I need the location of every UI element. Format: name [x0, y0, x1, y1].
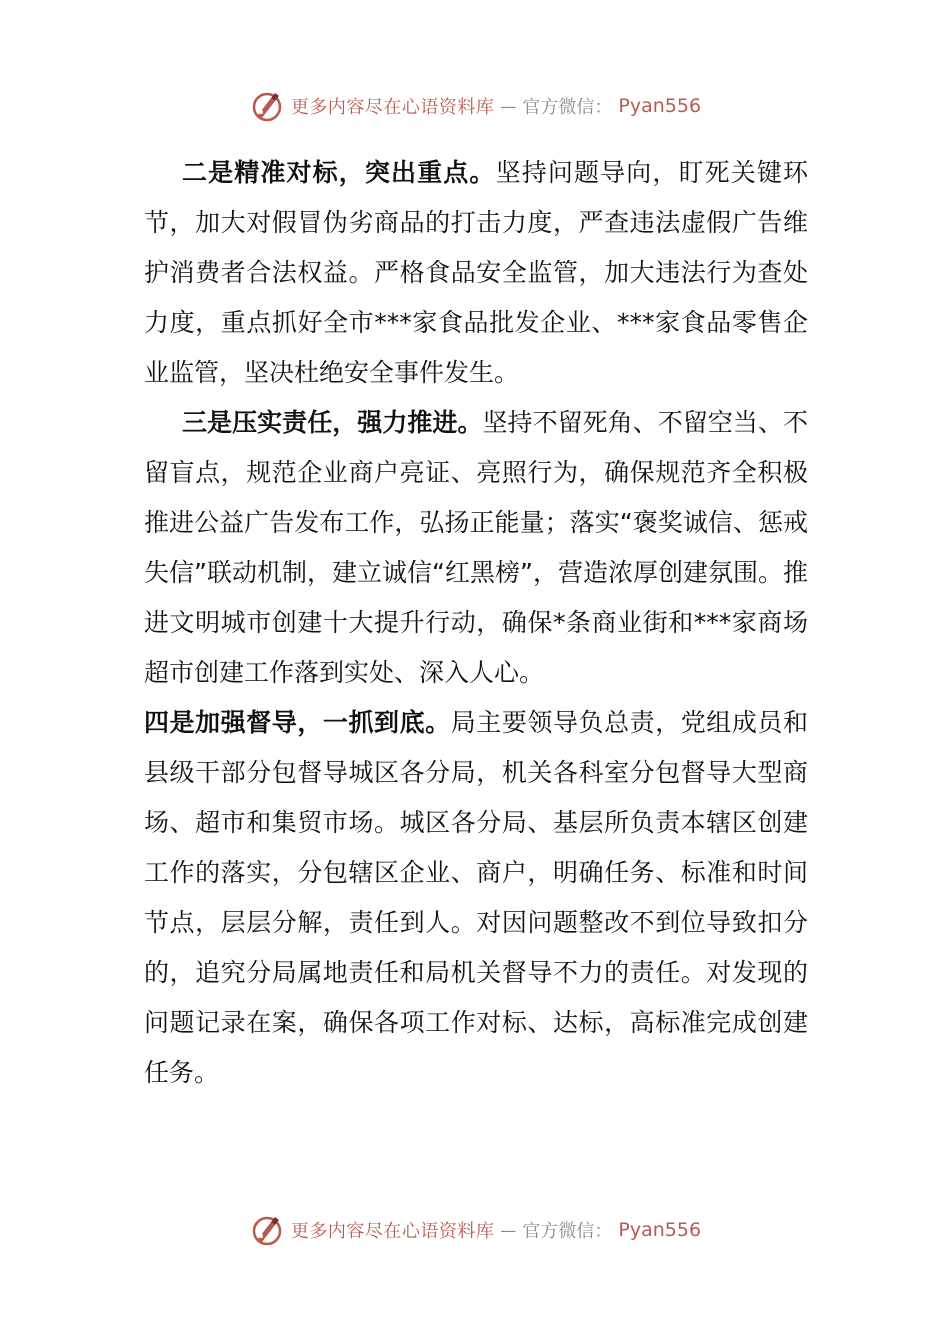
paragraph-body: 坚持不留死角、不留空当、不留盲点，规范企业商户亮证、亮照行为，确保规范齐全积极推进公益广告发布工作，弘扬正能量；落实“褒奖诚信、惩戒失信”联动机制，建立诚信“红黑榜”，营造浓厚创建氛围。推进文明城市创建十大提升行动，确保*条商业街和***家商场超市创建工作落到实处、深入人心。 — [144, 408, 808, 687]
paragraph-supervision — [144, 698, 808, 1098]
header-watermark-banner — [0, 84, 950, 128]
pen-circle-logo-icon — [249, 1212, 285, 1248]
pen-circle-logo-icon — [249, 88, 285, 124]
banner-subtitle: 官方微信： — [522, 1221, 613, 1242]
banner-wechat-id: Pyan556 — [618, 95, 702, 117]
banner-separator: — — [500, 1220, 517, 1240]
paragraph-precise-benchmark — [144, 148, 808, 398]
paragraph-lead: 四是加强督导，一抓到底。 — [144, 708, 451, 737]
banner-separator: — — [500, 96, 517, 116]
paragraph-responsibility — [144, 398, 808, 698]
banner-text: 更多内容尽在心语资料库 — [290, 1221, 495, 1242]
footer-watermark-banner — [0, 1208, 950, 1252]
paragraph-lead: 二是精准对标，突出重点。 — [182, 158, 496, 187]
paragraph-body: 坚持问题导向，盯死关键环节，加大对假冒伪劣商品的打击力度，严查违法虚假广告维护消费者合法权益。严格食品安全监管，加大违法行为查处力度，重点抓好全市***家食品批发企业、***家食品零售企业监管，坚决杜绝安全事件发生。 — [144, 158, 808, 387]
paragraph-lead: 三是压实责任，强力推进。 — [182, 408, 483, 437]
banner-subtitle: 官方微信： — [522, 97, 613, 118]
banner-wechat-id: Pyan556 — [618, 1219, 702, 1241]
banner-text: 更多内容尽在心语资料库 — [290, 97, 495, 118]
paragraph-body: 局主要领导负总责，党组成员和县级干部分包督导城区各分局，机关各科室分包督导大型商场、超市和集贸市场。城区各分局、基层所负责本辖区创建工作的落实，分包辖区企业、商户，明确任务、标准和时间节点，层层分解，责任到人。对因问题整改不到位导致扣分的，追究分局属地责任和局机关督导不力的责任。对发现的问题记录在案，确保各项工作对标、达标，高标准完成创建任务。 — [144, 708, 808, 1087]
document-body — [144, 148, 808, 1098]
